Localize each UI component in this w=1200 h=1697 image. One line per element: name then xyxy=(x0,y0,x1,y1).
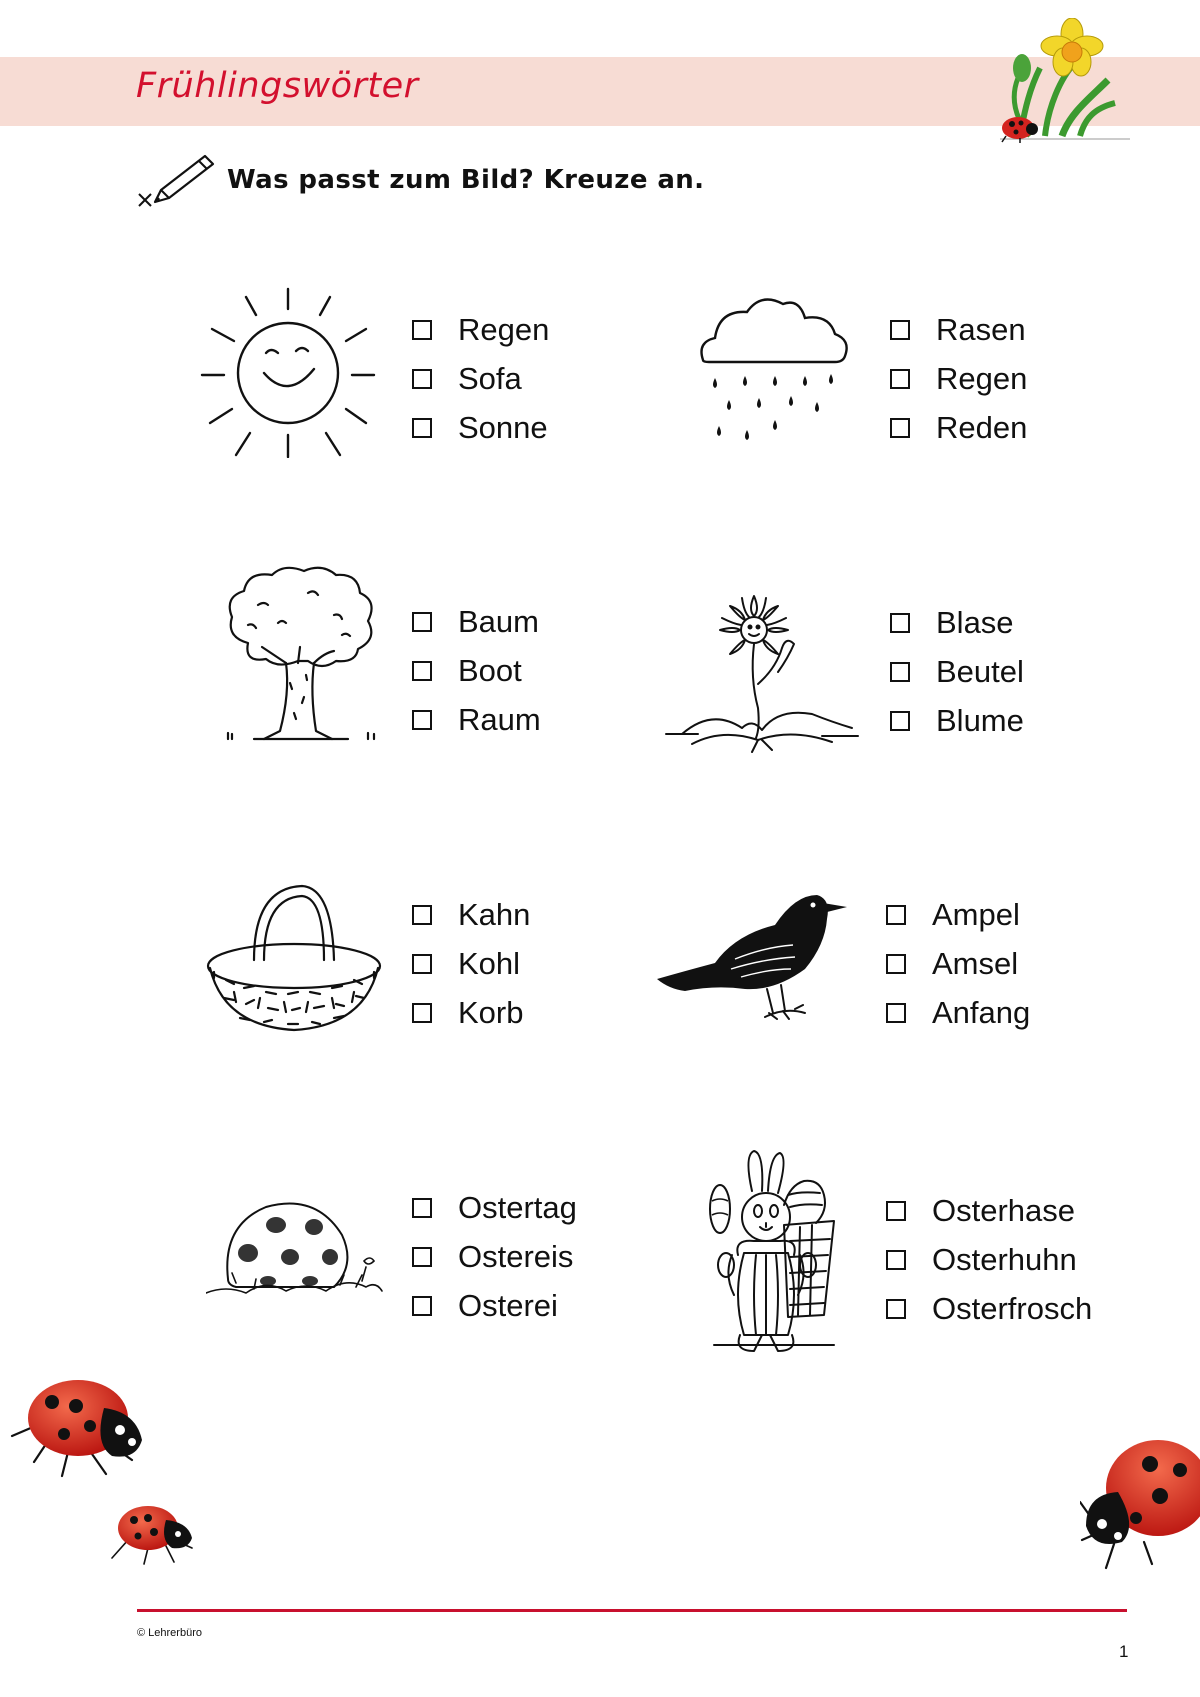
ladybug-icon xyxy=(1080,1432,1200,1572)
checkbox[interactable] xyxy=(886,1250,906,1270)
checkbox[interactable] xyxy=(412,1247,432,1267)
instruction-text: Was passt zum Bild? Kreuze an. xyxy=(227,165,705,195)
option-boot[interactable]: Boot xyxy=(412,646,541,695)
easter-egg-picture xyxy=(206,1195,386,1305)
ladybug-icon xyxy=(998,112,1040,144)
flower-picture xyxy=(662,588,862,758)
option-beutel[interactable]: Beutel xyxy=(890,647,1024,696)
option-osterei[interactable]: Osterei xyxy=(412,1281,577,1330)
checkbox[interactable] xyxy=(886,905,906,925)
ladybug-icon xyxy=(8,1368,153,1483)
option-osterhuhn[interactable]: Osterhuhn xyxy=(886,1235,1092,1284)
copyright: © Lehrerbüro xyxy=(137,1627,202,1639)
option-amsel[interactable]: Amsel xyxy=(886,939,1030,988)
option-korb[interactable]: Korb xyxy=(412,988,530,1037)
checkbox[interactable] xyxy=(890,320,910,340)
option-sofa[interactable]: Sofa xyxy=(412,354,549,403)
option-ostertag[interactable]: Ostertag xyxy=(412,1183,577,1232)
basket-picture xyxy=(204,880,384,1040)
option-osterhase[interactable]: Osterhase xyxy=(886,1186,1092,1235)
option-kahn[interactable]: Kahn xyxy=(412,890,530,939)
option-regen[interactable]: Regen xyxy=(412,305,549,354)
option-kohl[interactable]: Kohl xyxy=(412,939,530,988)
checkbox[interactable] xyxy=(412,905,432,925)
checkbox[interactable] xyxy=(412,320,432,340)
instruction xyxy=(137,150,704,210)
sun-picture xyxy=(196,283,386,458)
option-sonne[interactable]: Sonne xyxy=(412,403,549,452)
checkbox[interactable] xyxy=(412,661,432,681)
footer-divider xyxy=(137,1609,1127,1612)
checkbox[interactable] xyxy=(412,1003,432,1023)
checkbox[interactable] xyxy=(890,662,910,682)
page-number: 1 xyxy=(1119,1642,1129,1661)
easter-bunny-picture xyxy=(704,1145,844,1355)
option-regen[interactable]: Regen xyxy=(890,354,1027,403)
blackbird-picture xyxy=(655,885,855,1030)
option-anfang[interactable]: Anfang xyxy=(886,988,1030,1037)
checkbox[interactable] xyxy=(886,1003,906,1023)
checkbox[interactable] xyxy=(886,954,906,974)
option-reden[interactable]: Reden xyxy=(890,403,1027,452)
option-blume[interactable]: Blume xyxy=(890,696,1024,745)
checkbox[interactable] xyxy=(890,418,910,438)
checkbox[interactable] xyxy=(412,1198,432,1218)
option-ostereis[interactable]: Ostereis xyxy=(412,1232,577,1281)
checkbox[interactable] xyxy=(412,418,432,438)
checkbox[interactable] xyxy=(412,954,432,974)
checkbox[interactable] xyxy=(890,711,910,731)
option-osterfrosch[interactable]: Osterfrosch xyxy=(886,1284,1092,1333)
checkbox[interactable] xyxy=(412,612,432,632)
rain-cloud-picture xyxy=(695,290,855,460)
checkbox[interactable] xyxy=(412,369,432,389)
page-title: Frühlingswörter xyxy=(136,66,419,106)
tree-picture xyxy=(218,563,388,748)
checkbox[interactable] xyxy=(890,369,910,389)
pencil-icon xyxy=(137,150,217,210)
checkbox[interactable] xyxy=(890,613,910,633)
option-ampel[interactable]: Ampel xyxy=(886,890,1030,939)
checkbox[interactable] xyxy=(886,1299,906,1319)
checkbox[interactable] xyxy=(412,1296,432,1316)
option-blase[interactable]: Blase xyxy=(890,598,1024,647)
option-rasen[interactable]: Rasen xyxy=(890,305,1027,354)
option-baum[interactable]: Baum xyxy=(412,597,541,646)
checkbox[interactable] xyxy=(886,1201,906,1221)
checkbox[interactable] xyxy=(412,710,432,730)
option-raum[interactable]: Raum xyxy=(412,695,541,744)
ladybug-icon xyxy=(108,1500,196,1565)
